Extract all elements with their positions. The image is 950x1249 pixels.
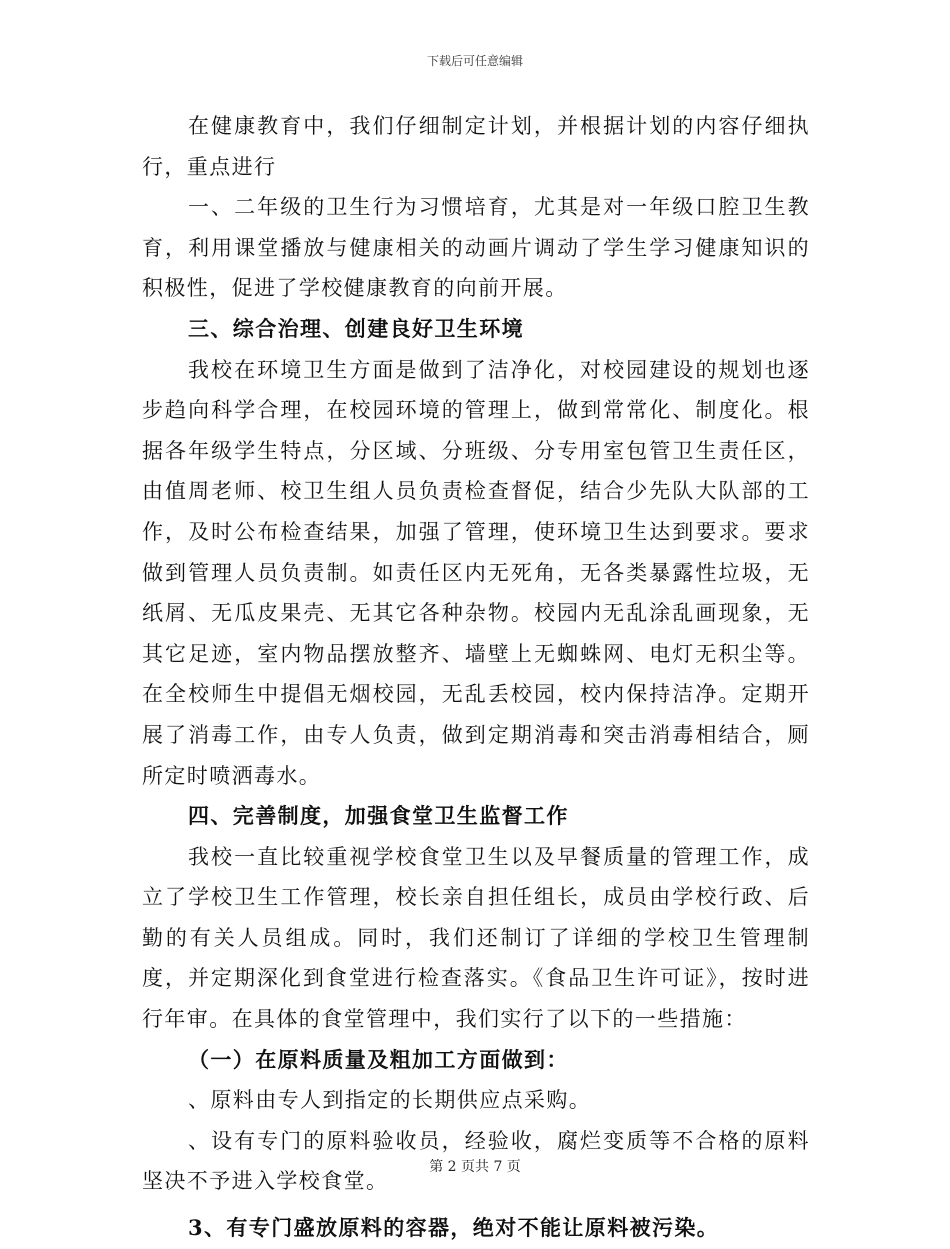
list-item-inspection: 、设有专门的原料验收员，经验收，腐烂变质等不合格的原料坚决不予进入学校食堂。 [142, 1128, 810, 1194]
page-footer: 第 2 页共 7 页 [429, 1159, 521, 1175]
paragraph-canteen: 我校一直比较重视学校食堂卫生以及早餐质量的管理工作，成立了学校卫生工作管理，校长亲自担任组长，成员由学校行政、后勤的有关人员组成。同时，我们还制订了详细的学校卫生管理制度，并定期深化到食堂进行检查落实。《食品卫生许可证》，按时进行年审。在具体的食堂管理中，我们实行了以下的一些措施： [142, 844, 810, 1032]
paragraph-health-plan: 在健康教育中，我们仔细制定计划，并根据计划的内容仔细执行，重点进行 [142, 114, 810, 179]
list-item-procurement: 、原料由专人到指定的长期供应点采购。 [188, 1088, 592, 1113]
page-header: 下载后可任意编辑 [426, 54, 523, 68]
section-heading-canteen: 四、完善制度，加强食堂卫生监督工作 [188, 803, 569, 829]
paragraph-hygiene-habits: 一、二年级的卫生行为习惯培育，尤其是对一年级口腔卫生教育，利用课堂播放与健康相关的动画片调动了学生学习健康知识的积极性，促进了学校健康教育的向前开展。 [142, 195, 810, 301]
section-heading-environment: 三、综合治理、创建良好卫生环境 [188, 315, 524, 341]
list-item-containers: 3、有专门盛放原料的容器，绝对不能让原料被污染。 [188, 1215, 720, 1241]
subheading-raw-materials: （一）在原料质量及粗加工方面做到： [188, 1046, 569, 1072]
paragraph-environment: 我校在环境卫生方面是做到了洁净化，对校园建设的规划也逐步趋向科学合理，在校园环境的管理上，做到常常化、制度化。根据各年级学生特点，分区域、分班级、分专用室包管卫生责任区，由值周老师、校卫生组人员负责检查督促，结合少先队大队部的工作，及时公布检查结果，加强了管理，使环境卫生达到要求。要求做到管理人员负责制。如责任区内无死角，无各类暴露性垃圾，无纸屑、无瓜皮果壳、无其它各种杂物。校园内无乱涂乱画现象，无其它足迹，室内物品摆放整齐、墙壁上无蜘蛛网、电灯无积尘等。在全校师生中提倡无烟校园，无乱丢校园，校内保持洁净。定期开展了消毒工作，由专人负责，做到定期消毒和突击消毒相结合，厕所定时喷洒毒水。 [142, 357, 810, 788]
document-body [142, 106, 810, 1249]
